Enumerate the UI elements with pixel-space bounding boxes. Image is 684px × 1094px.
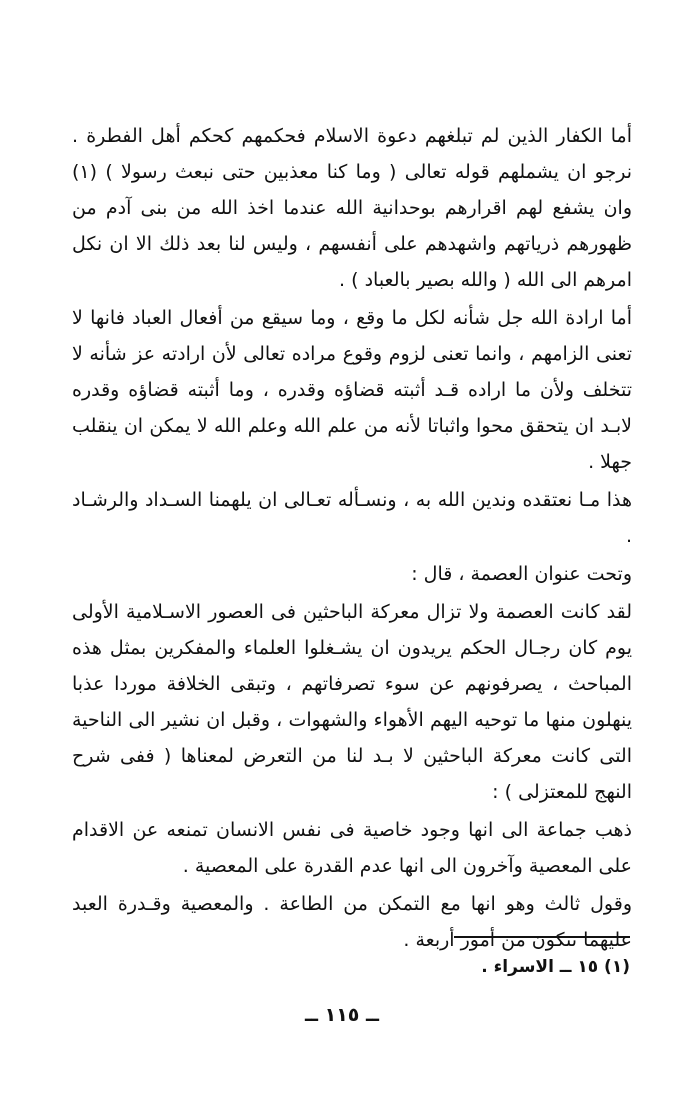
paragraph-definition: ذهب جماعة الى انها وجود خاصية فى نفس الانسان تمنعه عن الاقدام على المعصية وآخرون الى انها عدم القدرة على المعصية . bbox=[72, 819, 632, 877]
paragraph-infallibility-battle: لقد كانت العصمة ولا تزال معركة الباحثين فى العصور الاسـلامية الأولى يوم كان رجـال الحكم يريدون ان يشـغلوا العلماء والمفكرين بمثل هذه المباحث ، يصرفونهم عن سوء تصرفاتهم ، وتبقى الخلافة موردا عذبا ينهلون منها ما توحيه اليهم الأهواء والشهوات ، وقبل ان نشير الى الناحية التى كانت معركة الباحثين لا بـد لنا من التعرض لمعناها ( ففى شرح النهج للمعتزلى ) : bbox=[72, 601, 632, 803]
paragraph-unbelievers: أما الكفار الذين لم تبلغهم دعوة الاسلام فحكمهم كحكم أهل الفطرة . نرجو ان يشملهم قوله تعالى ( وما كنا معذبين حتى نبعث رسولا ) (١) وان يشفع لهم اقرارهم بوحدانية الله عندما اخذ الله من بنى آدم من ظهورهم ذرياتهم واشهدهم على أنفسهم ، وليس لنا بعد ذلك الا ان نكل امرهم الى الله ( والله بصير بالعباد ) . bbox=[72, 125, 632, 291]
page-number: ــ ١١٥ ــ bbox=[304, 1004, 379, 1026]
paragraph-infallibility-heading: وتحت عنوان العصمة ، قال : bbox=[411, 563, 632, 585]
page-body bbox=[72, 118, 632, 960]
paragraph-divine-will: أما ارادة الله جل شأنه لكل ما وقع ، وما سيقع من أفعال العباد فانها لا تعنى الزامهم ، وانما تعنى لزوم وقوع مراده تعالى لأن ارادته عز شأنه لا تتخلف ولأن ما اراده قـد أثبته قضاؤه وقدره ، وما أثبته قضاؤه وقدره لابـد ان يتحقق محوا واثباتا لأنه من علم الله وعلم الله لا يمكن ان ينقلب جهلا . bbox=[72, 307, 632, 473]
footnote-divider bbox=[454, 936, 630, 938]
paragraph-belief: هذا مـا نعتقده وندين الله به ، ونسـأله تعـالى ان يلهمنا السـداد والرشـاد . bbox=[72, 489, 632, 547]
paragraph-third-opinion: وقول ثالث وهو انها مع التمكن من الطاعة . والمعصية وقـدرة العبد عليهما تتكون من أمور أربعة . bbox=[72, 893, 632, 951]
footnote: (١) ١٥ ــ الاسراء . bbox=[481, 957, 630, 977]
